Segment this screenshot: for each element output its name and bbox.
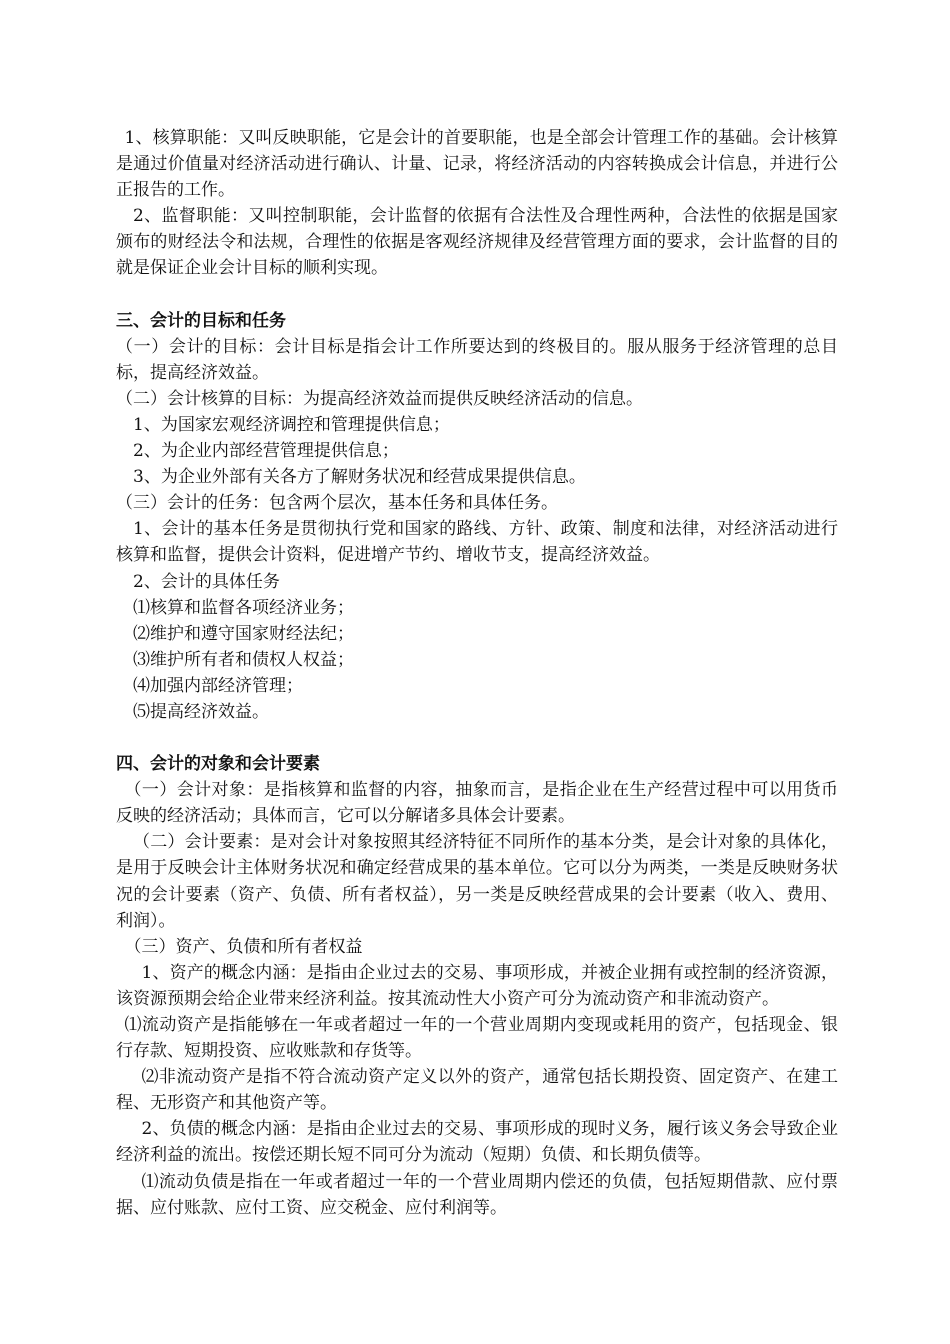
list-item: 3、为企业外部有关各方了解财务状况和经营成果提供信息。 (133, 467, 586, 488)
paragraph-accounting-elements: （二）会计要素：是对会计对象按照其经济特征不同所作的基本分类，是会计对象的具体化，是用于反映会计主体财务状况和确定经营成果的基本单位。它可以分为两类，一类是反映财务状况的会计要素（资产、负债、所有者权益），另一类是反映经营成果的会计要素（收入、费用、利润）。 (116, 832, 838, 931)
list-item: 2、为企业内部经营管理提供信息； (133, 441, 399, 462)
paragraph-specific-tasks: 2、会计的具体任务 (133, 571, 280, 592)
paragraph-assets-liabilities-equity: （三）资产、负债和所有者权益 (124, 936, 363, 957)
document-body (116, 125, 838, 1221)
list-item: ⑶维护所有者和债权人权益； (133, 649, 354, 670)
paragraph-accounting-goal: （一）会计的目标：会计目标是指会计工作所要达到的终极目的。服从服务于经济管理的总目标，提高经济效益。 (116, 336, 838, 383)
section-heading-3: 三、会计的目标和任务 (116, 310, 286, 331)
list-item: 1、为国家宏观经济调控和管理提供信息； (133, 414, 450, 435)
paragraph-accounting-tasks: （三）会计的任务：包含两个层次，基本任务和具体任务。 (116, 493, 558, 514)
paragraph-assets-definition: 1、资产的概念内涵：是指由企业过去的交易、事项形成，并被企业拥有或控制的经济资源，该资源预期会给企业带来经济利益。按其流动性大小资产可分为流动资产和非流动资产。 (116, 962, 838, 1009)
paragraph-supervision-function: 2、监督职能：又叫控制职能，会计监督的依据有合法性及合理性两种，合法性的依据是国家颁布的财经法令和法规，合理性的依据是客观经济规律及经营管理方面的要求，会计监督的目的就是保证企业会计目标的顺利实现。 (116, 206, 838, 279)
list-item: ⑸提高经济效益。 (133, 701, 269, 722)
paragraph-liabilities-definition: 2、负债的概念内涵：是指由企业过去的交易、事项形成的现时义务，履行该义务会导致企业经济利益的流出。按偿还期长短不同可分为流动（短期）负债、和长期负债等。 (116, 1119, 838, 1166)
paragraph-non-current-assets: ⑵非流动资产是指不符合流动资产定义以外的资产，通常包括长期投资、固定资产、在建工程、无形资产和其他资产等。 (116, 1067, 838, 1114)
paragraph-current-assets: ⑴流动资产是指能够在一年或者超过一年的一个营业周期内变现或耗用的资产，包括现金、银行存款、短期投资、应收账款和存货等。 (116, 1015, 838, 1062)
paragraph-current-liabilities: ⑴流动负债是指在一年或者超过一年的一个营业周期内偿还的负债，包括短期借款、应付票据、应付账款、应付工资、应交税金、应付利润等。 (116, 1171, 838, 1218)
section-heading-4: 四、会计的对象和会计要素 (116, 754, 320, 775)
list-item: ⑴核算和监督各项经济业务； (133, 597, 354, 618)
paragraph-accounting-object: （一）会计对象：是指核算和监督的内容，抽象而言，是指企业在生产经营过程中可以用货币反映的经济活动；具体而言，它可以分解诸多具体会计要素。 (116, 780, 838, 827)
list-item: ⑷加强内部经济管理； (133, 675, 303, 696)
paragraph-basic-tasks: 1、会计的基本任务是贯彻执行党和国家的路线、方针、政策、制度和法律，对经济活动进行核算和监督，提供会计资料，促进增产节约、增收节支，提高经济效益。 (116, 519, 838, 566)
paragraph-accounting-core-goal: （二）会计核算的目标：为提高经济效益而提供反映经济活动的信息。 (116, 388, 643, 409)
paragraph-accounting-function: 1、核算职能：又叫反映职能，它是会计的首要职能，也是全部会计管理工作的基础。会计核算是通过价值量对经济活动进行确认、计量、记录，将经济活动的内容转换成会计信息，并进行公正报告的工作。 (116, 128, 838, 201)
list-item: ⑵维护和遵守国家财经法纪； (133, 623, 354, 644)
